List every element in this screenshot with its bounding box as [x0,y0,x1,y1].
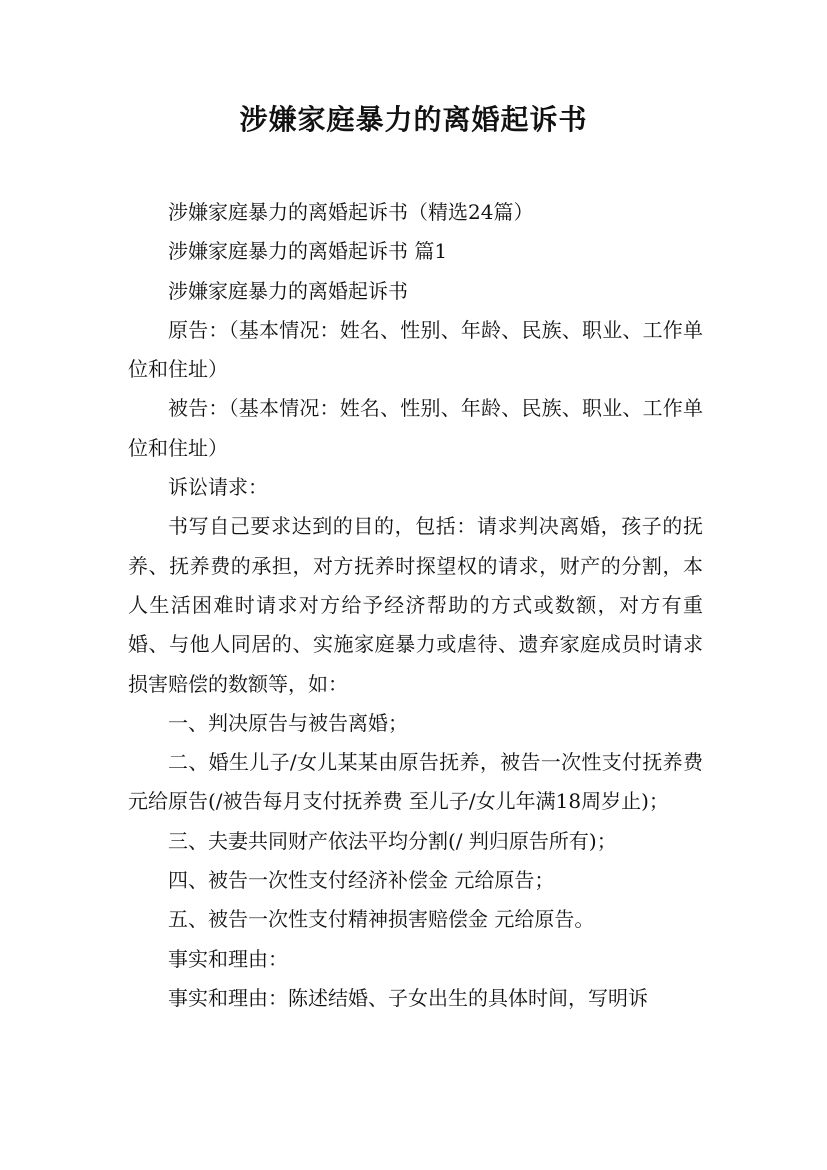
paragraph: 原告：（基本情况：姓名、性别、年龄、民族、职业、工作单位和住址） [128,317,703,382]
paragraph: 事实和理由： [168,946,288,971]
paragraph: 事实和理由：陈述结婚、子女出生的具体时间，写明诉 [168,985,648,1010]
paragraph: 涉嫌家庭暴力的离婚起诉书（精选24篇） [168,200,534,224]
paragraph: 涉嫌家庭暴力的离婚起诉书 篇1 [168,239,448,264]
paragraph: 被告：（基本情况：姓名、性别、年龄、民族、职业、工作单位和住址） [128,396,703,460]
document-body [128,193,703,1018]
document-title: 涉嫌家庭暴力的离婚起诉书 [239,103,588,136]
paragraph: 诉讼请求： [168,475,268,500]
paragraph: 三、夫妻共同财产依法平均分割(/ 判归原告所有)； [168,828,617,853]
paragraph: 涉嫌家庭暴力的离婚起诉书 [168,278,408,303]
paragraph: 四、被告一次性支付经济补偿金 元给原告； [168,868,555,893]
paragraph: 书写自己要求达到的目的，包括：请求判决离婚，孩子的抚养、抚养费的承担，对方抚养时探望权的请求，财产的分割，本人生活困难时请求对方给予经济帮助的方式或数额，对方有重婚、与他人同居的、实施家庭暴力或虐待、遗弃家庭成员时请求损害赔偿的数额等，如： [128,514,703,696]
paragraph: 一、判决原告与被告离婚； [168,710,408,735]
paragraph: 二、婚生儿子/女儿某某由原告抚养，被告一次性支付抚养费 元给原告(/被告每月支付抚养费 至儿子/女儿年满18周岁止)； [128,750,703,814]
paragraph: 五、被告一次性支付精神损害赔偿金 元给原告。 [168,907,595,932]
